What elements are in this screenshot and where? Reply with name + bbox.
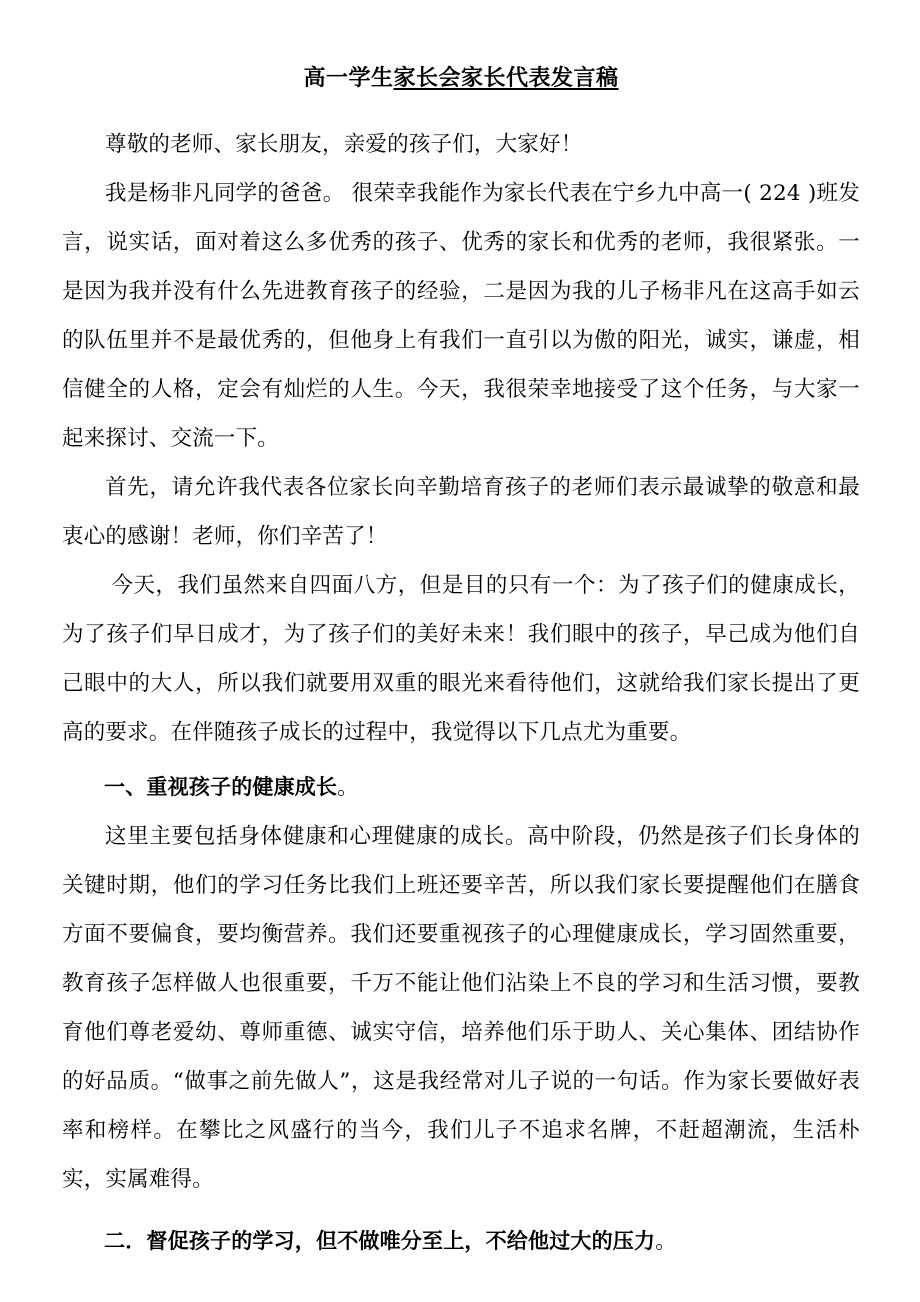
paragraph-self-introduction: 我是杨非凡同学的爸爸。 很荣幸我能作为家长代表在宁乡九中高一( 224 )班发言，说实话，面对着这么多优秀的孩子、优秀的家长和优秀的老师，我很紧张。一是因为我并没有什么先进教育孩子的经验，二是因为我的儿子杨非凡在这高手如云的队伍里并不是最优秀的，但他身上有我们一直引以为傲的阳光，诚实，谦虚，相信健全的人格，定会有灿烂的人生。今天，我很荣幸地接受了这个任务，与大家一起来探讨、交流一下。: [62, 181, 860, 452]
document-content: [62, 0, 860, 1266]
title-underlined-segment: 家长会家长代表发言稿: [393, 66, 619, 91]
page-title: [62, 0, 860, 92]
heading-section-one-punct: 。: [337, 775, 359, 800]
paragraph-shared-purpose: 今天，我们虽然来自四面八方，但是目的只有一个：为了孩子们的健康成长，为了孩子们早日成才，为了孩子们的美好未来！我们眼中的孩子，早己成为他们自己眼中的大人，所以我们就要用双重的眼光来看待他们，这就给我们家长提出了更高的要求。在伴随孩子成长的过程中，我觉得以下几点尤为重要。: [62, 573, 860, 746]
paragraph-thanks-to-teachers: 首先，请允许我代表各位家长向辛勤培育孩子的老师们表示最诚挚的敬意和最衷心的感谢！老师，你们辛苦了！: [62, 475, 860, 550]
heading-section-two: [62, 1217, 860, 1266]
heading-section-one: [62, 763, 860, 812]
heading-section-two-text: 二．督促孩子的学习，但不做唯分至上，不给他过大的压力: [104, 1229, 656, 1254]
paragraph-greeting: 尊敬的老师、家长朋友，亲爱的孩子们，大家好！: [105, 132, 583, 158]
paragraph-section-one-body: 这里主要包括身体健康和心理健康的成长。高中阶段，仍然是孩子们长身体的关键时期，他们的学习任务比我们上班还要辛苦，所以我们家长要提醒他们在膳食方面不要偏食，要均衡营养。我们还要重视孩子的心理健康成长，学习固然重要，教育孩子怎样做人也很重要，千万不能让他们沾染上不良的学习和生活习惯，要教育他们尊老爱幼、尊师重德、诚实守信，培养他们乐于助人、关心集体、团结协作的好品质。“做事之前先做人”，这是我经常对儿子说的一句话。作为家长要做好表率和榜样。在攀比之风盛行的当今，我们儿子不追求名牌，不赶超潮流，生活朴实，实属难得。: [62, 824, 860, 1193]
heading-section-one-text: 一、重视孩子的健康成长: [104, 775, 338, 800]
heading-section-two-punct: 。: [655, 1229, 677, 1254]
section-spacer: [62, 1204, 860, 1217]
title-plain-segment: 高一学生: [303, 66, 394, 91]
